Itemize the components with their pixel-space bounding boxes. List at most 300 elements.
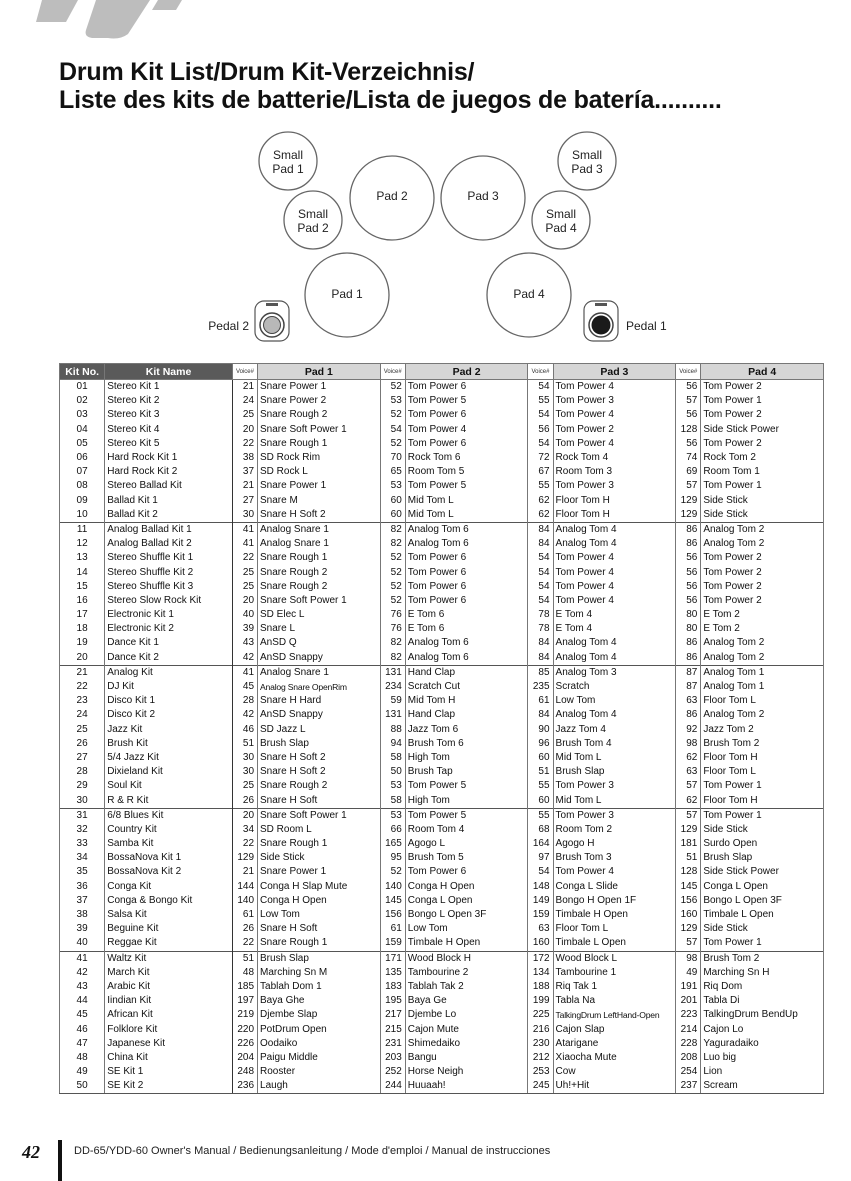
kit-no-cell: 20 — [60, 651, 105, 666]
pad3-voice-name: Tom Power 2 — [553, 423, 676, 437]
table-body — [60, 380, 824, 1094]
pad2-voice-name: Shimedaiko — [405, 1037, 528, 1051]
pad3-voice-number: 55 — [528, 808, 553, 823]
pad3-voice-name: Timbale H Open — [553, 908, 676, 922]
table-row — [60, 908, 824, 922]
pad1-voice-name: Analog Snare OpenRim — [258, 680, 381, 694]
pad4-voice-name: Brush Slap — [701, 851, 824, 865]
kit-no-cell: 15 — [60, 580, 105, 594]
pad4-voice-number: 237 — [676, 1079, 701, 1094]
kit-no-cell: 28 — [60, 765, 105, 779]
pad2-voice-number: 203 — [380, 1051, 405, 1065]
pad2-voice-name: Tom Power 5 — [405, 808, 528, 823]
pad3-voice-name: Analog Tom 3 — [553, 665, 676, 680]
kit-name-cell: Electronic Kit 2 — [105, 622, 233, 636]
pad3-voice-name: Tabla Na — [553, 994, 676, 1008]
pad1-voice-name: Snare Power 1 — [258, 380, 381, 395]
kit-no-cell: 16 — [60, 594, 105, 608]
table-row — [60, 380, 824, 395]
pad4-voice-name: Analog Tom 1 — [701, 665, 824, 680]
pad4-voice-name: E Tom 2 — [701, 608, 824, 622]
pad3-voice-name: Mid Tom L — [553, 751, 676, 765]
pad1-voice-number: 236 — [232, 1079, 257, 1094]
pad1-voice-number: 51 — [232, 951, 257, 966]
pad1-voice-number: 21 — [232, 865, 257, 879]
pad1-voice-number: 40 — [232, 608, 257, 622]
kit-no-cell: 45 — [60, 1008, 105, 1022]
kit-no-cell: 34 — [60, 851, 105, 865]
kit-no-cell: 41 — [60, 951, 105, 966]
pad3-voice-number: 78 — [528, 608, 553, 622]
pad3-voice-name: Riq Tak 1 — [553, 980, 676, 994]
small-pad-1 — [259, 132, 317, 190]
table-row — [60, 394, 824, 408]
page-number-bar — [58, 1140, 62, 1181]
small-pad-3-label-1: Small — [571, 148, 603, 162]
pad4-voice-name: Lion — [701, 1065, 824, 1079]
kit-no-cell: 32 — [60, 823, 105, 837]
pad3-voice-number: 78 — [528, 622, 553, 636]
pad3-voice-name: E Tom 4 — [553, 608, 676, 622]
table-row — [60, 423, 824, 437]
kit-name-cell: Stereo Kit 1 — [105, 380, 233, 395]
pad4-voice-name: Tom Power 2 — [701, 565, 824, 579]
pad3-voice-number: 67 — [528, 465, 553, 479]
page-number: 42 — [22, 1142, 40, 1162]
pad3-voice-number: 84 — [528, 537, 553, 551]
pad2-voice-number: 156 — [380, 908, 405, 922]
pad3-voice-number: 172 — [528, 951, 553, 966]
pad3-voice-number: 212 — [528, 1051, 553, 1065]
pad2-voice-number: 52 — [380, 380, 405, 395]
pad4-voice-number: 86 — [676, 522, 701, 537]
pad2-voice-number: 234 — [380, 680, 405, 694]
pad-4 — [487, 253, 571, 337]
pad3-voice-number: 235 — [528, 680, 553, 694]
pad2-voice-number: 244 — [380, 1079, 405, 1094]
pad2-voice-number: 70 — [380, 451, 405, 465]
kit-no-cell: 13 — [60, 551, 105, 565]
pedal-2 — [208, 301, 289, 341]
pad3-voice-number: 96 — [528, 737, 553, 751]
pad4-voice-number: 69 — [676, 465, 701, 479]
pad1-voice-number: 30 — [232, 751, 257, 765]
pad4-voice-number: 49 — [676, 966, 701, 980]
pad2-voice-name: Analog Tom 6 — [405, 651, 528, 666]
pad1-voice-number: 20 — [232, 423, 257, 437]
pad1-voice-number: 41 — [232, 665, 257, 680]
table-row — [60, 465, 824, 479]
header-voice-pad4: Voice# — [676, 364, 701, 380]
pad1-voice-number: 25 — [232, 580, 257, 594]
kit-name-cell: March Kit — [105, 966, 233, 980]
pad3-voice-number: 90 — [528, 723, 553, 737]
pad3-voice-number: 54 — [528, 580, 553, 594]
pad2-voice-name: Low Tom — [405, 922, 528, 936]
kit-name-cell: Waltz Kit — [105, 951, 233, 966]
kit-no-cell: 33 — [60, 837, 105, 851]
pad4-voice-number: 87 — [676, 680, 701, 694]
pad2-voice-number: 165 — [380, 837, 405, 851]
pad2-voice-number: 135 — [380, 966, 405, 980]
table-row — [60, 408, 824, 422]
pad1-voice-name: Rooster — [258, 1065, 381, 1079]
pad4-voice-number: 86 — [676, 636, 701, 650]
pad3-voice-number: 51 — [528, 765, 553, 779]
pad2-voice-name: Bangu — [405, 1051, 528, 1065]
table-row — [60, 793, 824, 808]
table-row — [60, 894, 824, 908]
pad2-voice-number: 183 — [380, 980, 405, 994]
pad3-voice-number: 54 — [528, 865, 553, 879]
table-row — [60, 808, 824, 823]
pad1-voice-number: 22 — [232, 437, 257, 451]
pad2-voice-name: Wood Block H — [405, 951, 528, 966]
pad4-voice-number: 129 — [676, 922, 701, 936]
pad2-voice-number: 231 — [380, 1037, 405, 1051]
kit-name-cell: DJ Kit — [105, 680, 233, 694]
pad4-voice-name: Tom Power 2 — [701, 594, 824, 608]
pad3-voice-name: Analog Tom 4 — [553, 537, 676, 551]
pad2-voice-number: 95 — [380, 851, 405, 865]
kit-no-cell: 37 — [60, 894, 105, 908]
pad1-voice-number: 42 — [232, 651, 257, 666]
kit-no-cell: 31 — [60, 808, 105, 823]
pad1-voice-number: 38 — [232, 451, 257, 465]
kit-name-cell: Analog Kit — [105, 665, 233, 680]
pad3-voice-name: Timbale L Open — [553, 936, 676, 951]
pad3-voice-name: Tom Power 4 — [553, 437, 676, 451]
pad2-voice-number: 60 — [380, 508, 405, 523]
pad4-voice-name: Tabla Di — [701, 994, 824, 1008]
pad-layout-diagram — [180, 124, 700, 349]
table-row — [60, 708, 824, 722]
pad2-voice-number: 52 — [380, 437, 405, 451]
pad1-voice-name: Snare Rough 1 — [258, 437, 381, 451]
pad4-voice-name: Side Stick — [701, 823, 824, 837]
pad4-voice-number: 62 — [676, 793, 701, 808]
table-row — [60, 1079, 824, 1094]
pad1-voice-name: SD Elec L — [258, 608, 381, 622]
pad1-voice-number: 21 — [232, 380, 257, 395]
pad1-voice-name: Snare Rough 2 — [258, 408, 381, 422]
pad2-voice-number: 171 — [380, 951, 405, 966]
pad4-voice-number: 98 — [676, 737, 701, 751]
corner-decoration — [0, 0, 220, 40]
header-kit-no: Kit No. — [60, 364, 105, 380]
pad2-voice-number: 60 — [380, 494, 405, 508]
pad4-voice-name: Floor Tom L — [701, 694, 824, 708]
pad4-voice-name: Conga L Open — [701, 880, 824, 894]
small-pad-1-label-2: Pad 1 — [272, 162, 304, 176]
pad1-voice-number: 39 — [232, 622, 257, 636]
pad3-voice-number: 148 — [528, 880, 553, 894]
table-header-row — [60, 364, 824, 380]
small-pad-1-label-1: Small — [272, 148, 304, 162]
pad2-voice-number: 53 — [380, 779, 405, 793]
pad4-voice-name: Analog Tom 1 — [701, 680, 824, 694]
pad4-voice-number: 57 — [676, 808, 701, 823]
pad1-voice-number: 204 — [232, 1051, 257, 1065]
pad4-voice-number: 145 — [676, 880, 701, 894]
pad3-voice-name: Room Tom 3 — [553, 465, 676, 479]
header-kit-name: Kit Name — [105, 364, 233, 380]
pad2-voice-name: Timbale H Open — [405, 936, 528, 951]
pad2-voice-number: 217 — [380, 1008, 405, 1022]
table-row — [60, 865, 824, 879]
pad4-voice-name: Riq Dom — [701, 980, 824, 994]
pedal-1-label: Pedal 1 — [626, 319, 667, 333]
kit-name-cell: Dance Kit 1 — [105, 636, 233, 650]
kit-name-cell: Salsa Kit — [105, 908, 233, 922]
pad1-voice-number: 41 — [232, 522, 257, 537]
pad3-voice-name: Tom Power 3 — [553, 779, 676, 793]
table-row — [60, 508, 824, 523]
pad3-voice-name: Tom Power 4 — [553, 551, 676, 565]
pad3-voice-name: Brush Tom 4 — [553, 737, 676, 751]
pad4-voice-name: Room Tom 1 — [701, 465, 824, 479]
kit-name-cell: Ballad Kit 2 — [105, 508, 233, 523]
table-row — [60, 951, 824, 966]
kit-name-cell: 6/8 Blues Kit — [105, 808, 233, 823]
kit-no-cell: 42 — [60, 966, 105, 980]
kit-no-cell: 44 — [60, 994, 105, 1008]
kit-name-cell: SE Kit 1 — [105, 1065, 233, 1079]
kit-no-cell: 30 — [60, 793, 105, 808]
pad4-voice-name: Side Stick — [701, 922, 824, 936]
pad1-voice-number: 129 — [232, 851, 257, 865]
table-row — [60, 880, 824, 894]
pad3-voice-number: 245 — [528, 1079, 553, 1094]
pad4-voice-name: Tom Power 2 — [701, 580, 824, 594]
table-row — [60, 494, 824, 508]
pad1-voice-name: SD Rock L — [258, 465, 381, 479]
pad4-voice-name: Tom Power 1 — [701, 808, 824, 823]
pad2-voice-name: Hand Clap — [405, 665, 528, 680]
pad4-voice-name: Analog Tom 2 — [701, 636, 824, 650]
header-voice-pad1: Voice# — [232, 364, 257, 380]
kit-name-cell: Soul Kit — [105, 779, 233, 793]
kit-name-cell: BossaNova Kit 2 — [105, 865, 233, 879]
kit-name-cell: Hard Rock Kit 1 — [105, 451, 233, 465]
pad-1-label: Pad 1 — [331, 287, 363, 301]
pad4-voice-name: Tom Power 1 — [701, 779, 824, 793]
pad2-voice-name: Room Tom 4 — [405, 823, 528, 837]
pad1-voice-number: 185 — [232, 980, 257, 994]
pad1-voice-name: Snare Soft Power 1 — [258, 808, 381, 823]
pad3-voice-name: Jazz Tom 4 — [553, 723, 676, 737]
kit-no-cell: 18 — [60, 622, 105, 636]
small-pad-3-label-2: Pad 3 — [571, 162, 603, 176]
kit-name-cell: Japanese Kit — [105, 1037, 233, 1051]
pad1-voice-name: Snare Soft Power 1 — [258, 423, 381, 437]
kit-no-cell: 14 — [60, 565, 105, 579]
kit-no-cell: 40 — [60, 936, 105, 951]
kit-no-cell: 39 — [60, 922, 105, 936]
pad3-voice-number: 253 — [528, 1065, 553, 1079]
pad2-voice-name: Tom Power 6 — [405, 565, 528, 579]
pad1-voice-name: SD Jazz L — [258, 723, 381, 737]
small-pad-4 — [532, 191, 590, 249]
pad4-voice-number: 80 — [676, 622, 701, 636]
pad3-voice-name: Mid Tom L — [553, 793, 676, 808]
kit-name-cell: Arabic Kit — [105, 980, 233, 994]
footer-text: DD-65/YDD-60 Owner's Manual / Bedienungsanleitung / Mode d'emploi / Manual de instrucciones — [74, 1145, 551, 1157]
pad4-voice-number: 56 — [676, 551, 701, 565]
table-row — [60, 608, 824, 622]
pad4-voice-number: 57 — [676, 394, 701, 408]
pad3-voice-name: Tom Power 4 — [553, 380, 676, 395]
pad1-voice-name: Brush Slap — [258, 737, 381, 751]
pad1-voice-name: Snare Rough 1 — [258, 936, 381, 951]
table-row — [60, 837, 824, 851]
kit-no-cell: 12 — [60, 537, 105, 551]
kit-name-cell: Ballad Kit 1 — [105, 494, 233, 508]
pad1-voice-name: Baya Ghe — [258, 994, 381, 1008]
kit-no-cell: 19 — [60, 636, 105, 650]
pad3-voice-name: Tom Power 4 — [553, 594, 676, 608]
kit-no-cell: 06 — [60, 451, 105, 465]
pad-3-label: Pad 3 — [467, 189, 499, 203]
kit-no-cell: 49 — [60, 1065, 105, 1079]
pad4-voice-name: Tom Power 1 — [701, 394, 824, 408]
pad3-voice-name: Analog Tom 4 — [553, 636, 676, 650]
pad1-voice-name: Tablah Dom 1 — [258, 980, 381, 994]
pad1-voice-name: SD Rock Rim — [258, 451, 381, 465]
kit-name-cell: Stereo Shuffle Kit 2 — [105, 565, 233, 579]
kit-name-cell: Stereo Kit 2 — [105, 394, 233, 408]
pad4-voice-name: Tom Power 2 — [701, 408, 824, 422]
pad2-voice-name: Jazz Tom 6 — [405, 723, 528, 737]
pad2-voice-name: Tambourine 2 — [405, 966, 528, 980]
pad3-voice-number: 97 — [528, 851, 553, 865]
pad2-voice-name: Tom Power 6 — [405, 865, 528, 879]
kit-name-cell: R & R Kit — [105, 793, 233, 808]
pad4-voice-name: Analog Tom 2 — [701, 537, 824, 551]
pad3-voice-name: Uh!+Hit — [553, 1079, 676, 1094]
pad2-voice-name: Horse Neigh — [405, 1065, 528, 1079]
kit-no-cell: 17 — [60, 608, 105, 622]
pad2-voice-name: Tom Power 6 — [405, 408, 528, 422]
pad1-voice-name: Paigu Middle — [258, 1051, 381, 1065]
pad2-voice-number: 53 — [380, 479, 405, 493]
pad3-voice-number: 54 — [528, 594, 553, 608]
table-row — [60, 565, 824, 579]
pad4-voice-number: 92 — [676, 723, 701, 737]
pad2-voice-name: High Tom — [405, 793, 528, 808]
pad1-voice-number: 42 — [232, 708, 257, 722]
pad1-voice-number: 48 — [232, 966, 257, 980]
pad2-voice-number: 215 — [380, 1022, 405, 1036]
pad3-voice-number: 63 — [528, 922, 553, 936]
header-voice-pad3: Voice# — [528, 364, 553, 380]
pad2-voice-number: 61 — [380, 922, 405, 936]
pad2-voice-name: Bongo L Open 3F — [405, 908, 528, 922]
pad4-voice-name: Floor Tom H — [701, 793, 824, 808]
kit-name-cell: Dance Kit 2 — [105, 651, 233, 666]
pad3-voice-name: Scratch — [553, 680, 676, 694]
pad3-voice-number: 72 — [528, 451, 553, 465]
pad3-voice-number: 62 — [528, 508, 553, 523]
pad4-voice-name: Analog Tom 2 — [701, 708, 824, 722]
pad3-voice-number: 60 — [528, 751, 553, 765]
kit-name-cell: Disco Kit 2 — [105, 708, 233, 722]
table-row — [60, 823, 824, 837]
kit-no-cell: 26 — [60, 737, 105, 751]
pad4-voice-number: 129 — [676, 508, 701, 523]
kit-no-cell: 10 — [60, 508, 105, 523]
pad3-voice-name: Conga L Slide — [553, 880, 676, 894]
table-row — [60, 594, 824, 608]
pad1-voice-name: Snare Power 1 — [258, 479, 381, 493]
pad4-voice-number: 181 — [676, 837, 701, 851]
pad4-voice-name: Luo big — [701, 1051, 824, 1065]
kit-name-cell: Brush Kit — [105, 737, 233, 751]
kit-no-cell: 02 — [60, 394, 105, 408]
kit-name-cell: Country Kit — [105, 823, 233, 837]
pad4-voice-number: 56 — [676, 580, 701, 594]
pad3-voice-number: 199 — [528, 994, 553, 1008]
pad1-voice-name: Snare Soft Power 1 — [258, 594, 381, 608]
pad2-voice-number: 58 — [380, 751, 405, 765]
pad3-voice-number: 225 — [528, 1008, 553, 1022]
pad4-voice-name: Tom Power 1 — [701, 479, 824, 493]
table-row — [60, 537, 824, 551]
pad1-voice-number: 45 — [232, 680, 257, 694]
pad2-voice-name: Tablah Tak 2 — [405, 980, 528, 994]
pad3-voice-name: Tom Power 3 — [553, 394, 676, 408]
kit-name-cell: Analog Ballad Kit 2 — [105, 537, 233, 551]
pad3-voice-number: 149 — [528, 894, 553, 908]
pad4-voice-number: 128 — [676, 423, 701, 437]
pad1-voice-name: Snare H Hard — [258, 694, 381, 708]
kit-name-cell: Analog Ballad Kit 1 — [105, 522, 233, 537]
pad2-voice-number: 131 — [380, 665, 405, 680]
pad2-voice-number: 145 — [380, 894, 405, 908]
pad1-voice-name: Snare L — [258, 622, 381, 636]
pad1-voice-number: 144 — [232, 880, 257, 894]
pad4-voice-name: Cajon Lo — [701, 1022, 824, 1036]
pad2-voice-number: 50 — [380, 765, 405, 779]
kit-no-cell: 35 — [60, 865, 105, 879]
pad2-voice-name: Brush Tom 5 — [405, 851, 528, 865]
pad2-voice-number: 52 — [380, 565, 405, 579]
pad4-voice-number: 191 — [676, 980, 701, 994]
pad2-voice-number: 82 — [380, 522, 405, 537]
kit-no-cell: 01 — [60, 380, 105, 395]
pad3-voice-number: 84 — [528, 636, 553, 650]
pad2-voice-name: Tom Power 5 — [405, 779, 528, 793]
pad1-voice-name: Conga H Open — [258, 894, 381, 908]
pad1-voice-number: 25 — [232, 565, 257, 579]
table-row — [60, 479, 824, 493]
pad4-voice-number: 56 — [676, 408, 701, 422]
kit-no-cell: 46 — [60, 1022, 105, 1036]
pad1-voice-name: Snare H Soft — [258, 793, 381, 808]
pad3-voice-number: 54 — [528, 437, 553, 451]
pad3-voice-number: 84 — [528, 522, 553, 537]
table-row — [60, 1022, 824, 1036]
pad1-voice-number: 30 — [232, 765, 257, 779]
pad3-voice-number: 54 — [528, 565, 553, 579]
pad1-voice-name: Snare H Soft 2 — [258, 751, 381, 765]
pad1-voice-number: 37 — [232, 465, 257, 479]
table-row — [60, 723, 824, 737]
pad4-voice-name: Rock Tom 2 — [701, 451, 824, 465]
pad4-voice-name: Side Stick — [701, 508, 824, 523]
pad2-voice-number: 52 — [380, 865, 405, 879]
header-pad-1: Pad 1 — [258, 364, 381, 380]
